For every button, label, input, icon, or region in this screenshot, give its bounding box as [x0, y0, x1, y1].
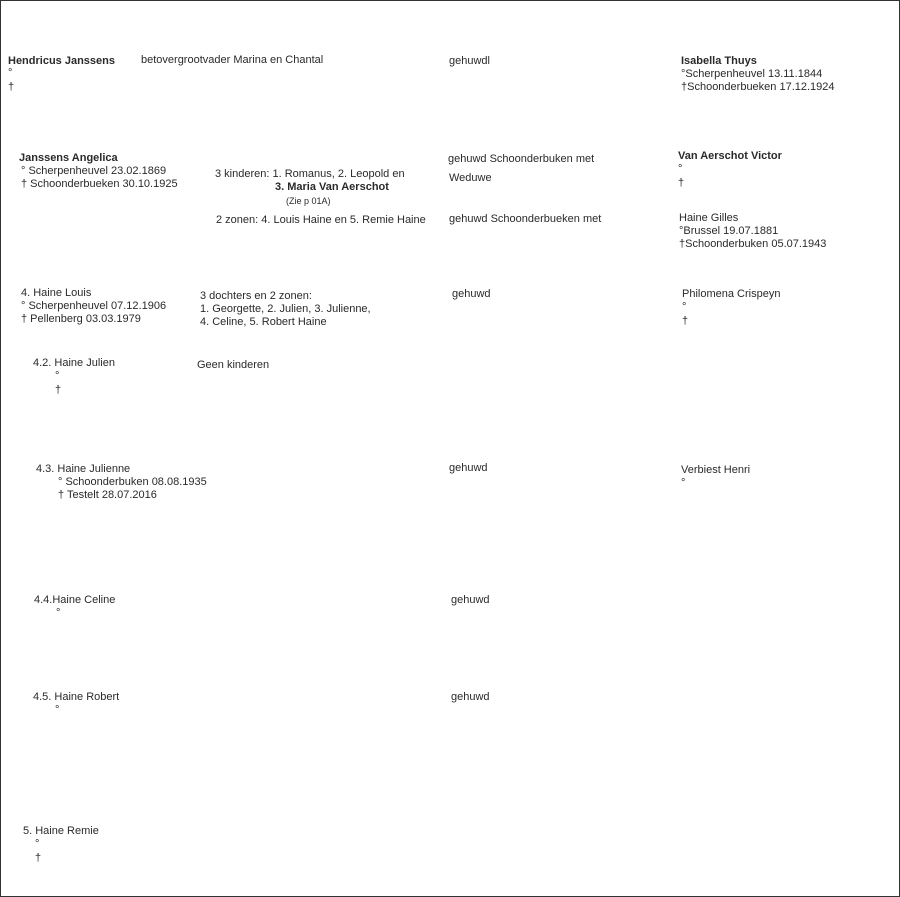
birth-info: °	[56, 607, 61, 619]
birth-info: °	[35, 838, 40, 850]
death-info: †	[8, 81, 15, 93]
birth-info: ° Scherpenheuvel 07.12.1906	[21, 300, 167, 312]
relation-note: betovergrootvader Marina en Chantal	[141, 54, 324, 66]
spouse-name: Verbiest Henri	[681, 464, 751, 476]
marriage-status: gehuwd	[449, 462, 488, 474]
birth-info: °	[8, 67, 13, 79]
children-info: 2 zonen: 4. Louis Haine en 5. Remie Haine	[216, 214, 426, 226]
person-name: 5. Haine Remie	[23, 825, 99, 837]
children-info: 1. Georgette, 2. Julien, 3. Julienne,	[200, 303, 371, 315]
marriage-status: gehuwd	[452, 288, 491, 300]
person-name: Hendricus Janssens	[8, 55, 115, 67]
children-info: Geen kinderen	[197, 359, 270, 371]
spouse-name: Isabella Thuys	[681, 55, 757, 67]
widow-status: Weduwe	[449, 172, 492, 184]
marriage-status: gehuwd Schoonderbuken met	[448, 153, 595, 165]
marriage-status: gehuwd	[451, 691, 490, 703]
spouse-birth: °	[681, 477, 686, 489]
spouse-birth: °	[678, 163, 683, 175]
spouse-name: Van Aerschot Victor	[678, 150, 782, 162]
birth-info: ° Scherpenheuvel 23.02.1869	[21, 165, 167, 177]
page-reference: (Zie p 01A)	[286, 196, 331, 206]
person-name: Janssens Angelica	[19, 152, 118, 164]
birth-info: °	[55, 370, 60, 382]
spouse-birth: °Brussel 19.07.1881	[679, 225, 779, 237]
death-info: † Schoonderbueken 30.10.1925	[21, 178, 178, 190]
death-info: † Testelt 28.07.2016	[58, 489, 157, 501]
children-info: 3 dochters en 2 zonen:	[200, 290, 312, 302]
spouse-death: †	[682, 315, 689, 327]
children-info: 4. Celine, 5. Robert Haine	[200, 316, 327, 328]
marriage-status: gehuwd Schoonderbueken met	[449, 213, 602, 225]
person-name: 4.5. Haine Robert	[33, 691, 120, 703]
death-info: †	[55, 384, 62, 396]
death-info: †	[35, 852, 42, 864]
marriage-status: gehuwd	[451, 594, 490, 606]
spouse-death: †	[678, 177, 685, 189]
spouse-birth: °	[682, 301, 687, 313]
person-name: 4.3. Haine Julienne	[36, 463, 131, 475]
children-info-highlight: 3. Maria Van Aerschot	[275, 181, 389, 193]
spouse-birth: °Scherpenheuvel 13.11.1844	[681, 68, 823, 80]
spouse-name: Philomena Crispeyn	[682, 288, 781, 300]
person-name: 4.2. Haine Julien	[33, 357, 115, 369]
spouse-death: †Schoonderbuken 05.07.1943	[679, 238, 827, 250]
birth-info: °	[55, 704, 60, 716]
spouse-death: †Schoonderbueken 17.12.1924	[681, 81, 835, 93]
person-name: 4. Haine Louis	[21, 287, 92, 299]
marriage-status: gehuwdl	[449, 55, 490, 67]
person-name: 4.4.Haine Celine	[34, 594, 116, 606]
children-info: 3 kinderen: 1. Romanus, 2. Leopold en	[215, 168, 405, 180]
birth-info: ° Schoonderbuken 08.08.1935	[58, 476, 207, 488]
death-info: † Pellenberg 03.03.1979	[21, 313, 141, 325]
spouse-name: Haine Gilles	[679, 212, 739, 224]
